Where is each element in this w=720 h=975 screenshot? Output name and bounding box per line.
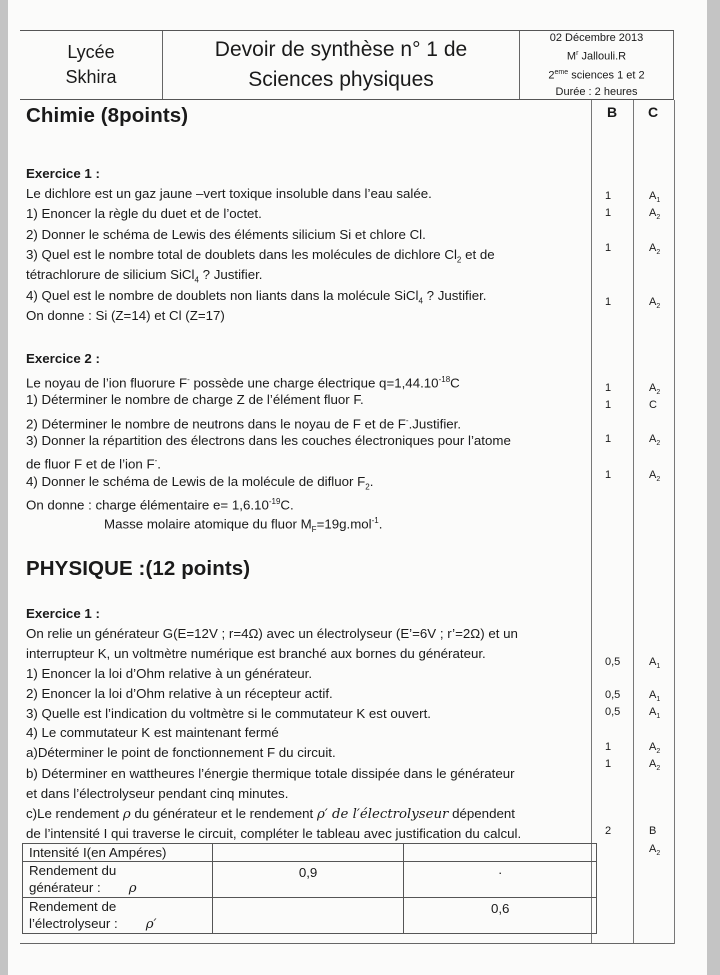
efficiency-table bbox=[22, 843, 597, 934]
chimie-ex2-q1: 1) Déterminer le nombre de charge Z de l’élément fluor F. bbox=[26, 392, 364, 407]
grade-c: $A_2$ bbox=[649, 296, 661, 311]
physique-ex1-q4c-line2: de l’intensité I qui traverse le circuit, compléter le tableau avec justification du calcul. bbox=[26, 826, 522, 841]
table-cell-label: Rendement du générateur : ρ bbox=[23, 862, 213, 898]
table-row bbox=[23, 862, 597, 898]
column-divider-middle bbox=[633, 100, 634, 944]
chimie-ex1-q3-line2: tétrachlorure de silicium SiCl$_4$ ? Justifier. bbox=[26, 267, 263, 285]
duration: Durée : 2 heures bbox=[555, 85, 638, 98]
physique-ex1-q2: 2) Enoncer la loi d’Ohm relative à un récepteur actif. bbox=[26, 686, 333, 701]
grade-c: $A_2$ bbox=[649, 433, 661, 448]
table-cell-value[interactable]: · bbox=[404, 862, 597, 898]
table-row bbox=[23, 844, 597, 862]
exam-header bbox=[20, 30, 674, 100]
grade-b: 1 bbox=[605, 469, 612, 481]
chimie-ex1-title: Exercice 1 : bbox=[26, 166, 100, 181]
chimie-ex1-q3-line1: 3) Quel est le nombre total de doublets dans les molécules de dichlore $Cl_2$ et de bbox=[26, 247, 495, 265]
table-cell-label: Intensité I(en Ampéres) bbox=[23, 844, 213, 862]
teacher-name: $M^r$ Jallouli.R bbox=[566, 50, 627, 63]
grade-b: 1 bbox=[605, 207, 612, 219]
grade-b: 1 bbox=[605, 190, 612, 202]
grade-c: $A_2$ bbox=[649, 207, 661, 222]
grade-c: $A_2$ bbox=[649, 741, 661, 756]
exam-date: 02 Décembre 2013 bbox=[549, 32, 644, 45]
physique-ex1-q4c-line1: c)Le rendement ρ du générateur et le rendement ρ′ de l′électrolyseur dépendent bbox=[26, 806, 515, 822]
grade-b: 1 bbox=[605, 758, 612, 770]
grade-c: $A_2$ bbox=[649, 242, 661, 257]
table-cell-value[interactable]: 0,6 bbox=[404, 898, 597, 934]
physique-ex1-q4b-line1: b) Déterminer en wattheures l’énergie thermique totale dissipée dans le générateur bbox=[26, 766, 515, 781]
school-line1: Lycée bbox=[67, 42, 115, 62]
chimie-ex1-q2: 2) Donner le schéma de Lewis des éléments silicium Si et chlore Cl. bbox=[26, 227, 426, 242]
table-cell-input[interactable] bbox=[404, 844, 597, 862]
grade-b: 1 bbox=[605, 399, 612, 411]
chimie-ex2-title: Exercice 2 : bbox=[26, 351, 100, 366]
table-cell-value[interactable]: 0,9 bbox=[212, 862, 404, 898]
chimie-ex1-q4: 4) Quel est le nombre de doublets non liants dans la molécule SiCl$_4$ ? Justifier. bbox=[26, 288, 487, 306]
chimie-ex1-q1: 1) Enoncer la règle du duet et de l’octet. bbox=[26, 206, 262, 221]
grade-b: 0,5 bbox=[605, 689, 621, 701]
grade-c: $A_1$ bbox=[649, 706, 661, 721]
grade-c: $A_1$ bbox=[649, 689, 661, 704]
chimie-title: Chimie (8points) bbox=[26, 104, 189, 127]
title-cell bbox=[163, 31, 520, 99]
column-header-b: B bbox=[607, 104, 618, 120]
grade-b: 2 bbox=[605, 825, 612, 837]
chimie-ex2-q2: 2) Déterminer le nombre de neutrons dans le noyau de F et de F-.Justifier. bbox=[26, 416, 462, 432]
chimie-ex1-given: On donne : Si (Z=14) et Cl (Z=17) bbox=[26, 308, 225, 323]
school-cell bbox=[20, 31, 163, 99]
table-cell-label: Rendement de l’électrolyseur : ρ′ bbox=[23, 898, 213, 934]
grade-b: 1 bbox=[605, 242, 612, 254]
chimie-ex2-q4: 4) Donner le schéma de Lewis de la molécule de difluor $F_2$. bbox=[26, 474, 374, 492]
bottom-divider bbox=[20, 943, 674, 944]
grade-b: 0,5 bbox=[605, 656, 621, 668]
grade-c: $A_2$ bbox=[649, 469, 661, 484]
column-divider-left bbox=[591, 100, 592, 944]
chimie-ex2-given1: On donne : charge élémentaire $e= 1,6.10^{-19}C$. bbox=[26, 497, 294, 513]
physique-ex1-title: Exercice 1 : bbox=[26, 606, 100, 621]
grade-b: 1 bbox=[605, 296, 612, 308]
grade-b: 1 bbox=[605, 433, 612, 445]
class-name: 2eme sciences 1 et 2 bbox=[548, 69, 645, 82]
physique-ex1-q1: 1) Enoncer la loi d’Ohm relative à un générateur. bbox=[26, 666, 313, 681]
grade-b: 0,5 bbox=[605, 706, 621, 718]
grade-c: $A_1$ bbox=[649, 656, 661, 671]
physique-ex1-q3: 3) Quelle est l’indication du voltmètre si le commutateur K est ouvert. bbox=[26, 706, 431, 721]
grade-c: $A_1$ bbox=[649, 190, 661, 205]
title-line2: Sciences physiques bbox=[248, 68, 434, 91]
table-row bbox=[23, 898, 597, 934]
title-line1: Devoir de synthèse n° 1 de bbox=[214, 38, 468, 61]
grade-c: B bbox=[649, 825, 657, 837]
chimie-ex1-intro: Le dichlore est un gaz jaune –vert toxique insoluble dans l’eau salée. bbox=[26, 186, 432, 201]
physique-ex1-intro-line2: interrupteur K, un voltmètre numérique est branché aux bornes du générateur. bbox=[26, 646, 486, 661]
column-divider-right bbox=[674, 100, 675, 944]
grade-c: $A_2$ bbox=[649, 758, 661, 773]
physique-ex1-q4b-line2: et dans l’électrolyseur pendant cinq minutes. bbox=[26, 786, 289, 801]
table-cell-input[interactable] bbox=[212, 844, 404, 862]
grade-c: $A_2$ bbox=[649, 843, 661, 858]
chimie-ex2-q3-line1: 3) Donner la répartition des électrons dans les couches électroniques pour l’atome bbox=[26, 433, 511, 448]
physique-ex1-intro-line1: On relie un générateur G(E=12V ; r=4Ω) avec un électrolyseur (E’=6V ; r’=2Ω) et un bbox=[26, 626, 518, 641]
table-cell-value[interactable] bbox=[212, 898, 404, 934]
grade-c: C bbox=[649, 399, 657, 411]
chimie-ex2-intro: Le noyau de l’ion fluorure F- possède une charge électrique $q=1,44.10^{-18}C$ bbox=[26, 375, 460, 391]
chimie-ex2-q3-line2: de fluor F et de l’ion F-. bbox=[26, 456, 161, 472]
grade-b: 1 bbox=[605, 741, 612, 753]
physique-title: PHYSIQUE :(12 points) bbox=[26, 557, 251, 580]
grade-c: $A_2$ bbox=[649, 382, 661, 397]
grade-b: 1 bbox=[605, 382, 612, 394]
school-line2: Skhira bbox=[65, 67, 117, 87]
physique-ex1-q4a: a)Déterminer le point de fonctionnement F du circuit. bbox=[26, 745, 336, 760]
chimie-ex2-given2: Masse molaire atomique du fluor $M_F=19g.mol^{-1}$. bbox=[104, 516, 383, 535]
column-header-c: C bbox=[648, 104, 659, 120]
exam-page bbox=[8, 0, 707, 975]
info-cell bbox=[520, 31, 674, 99]
physique-ex1-q4: 4) Le commutateur K est maintenant fermé bbox=[26, 725, 279, 740]
